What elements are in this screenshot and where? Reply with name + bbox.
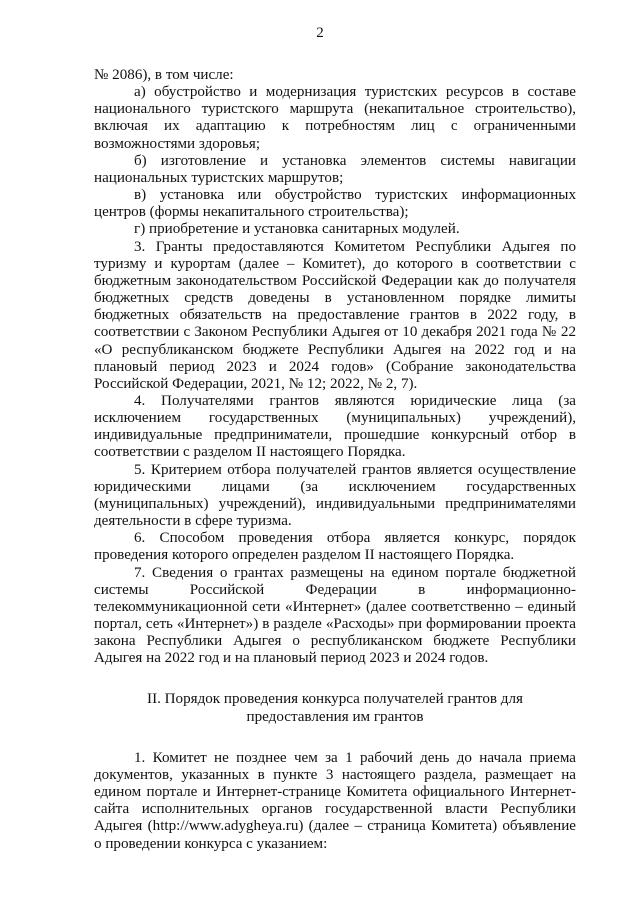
document-body [94, 67, 576, 853]
paragraph: в) установка или обустройство туристских информационных центров (формы некапитального строительства); [94, 187, 576, 221]
paragraph: а) обустройство и модернизация туристских ресурсов в составе национального туристского маршрута (некапитальное строительство), включая их адаптацию к потребностям лиц с ограниченными возможностями здоровья; [94, 84, 576, 152]
paragraph: б) изготовление и установка элементов системы навигации национальных туристских маршрутов; [94, 152, 576, 186]
section-heading: II. Порядок проведения конкурса получателей грантов для предоставления им грантов [147, 691, 523, 725]
page-number: 2 [316, 25, 324, 41]
paragraph: 7. Сведения о грантах размещены на едином портале бюджетной системы Российской Федерации в информационно-телекоммуникационной сети «Интернет» (далее соответственно – единый портал, сеть «Интернет») в разделе «Расходы» при формировании проекта закона Республики Адыгея о республиканском бюджете Республики Адыгея на 2022 год и на плановый период 2023 и 2024 годов. [94, 564, 576, 667]
paragraph: № 2086), в том числе: [94, 67, 234, 83]
paragraph: г) приобретение и установка санитарных модулей. [134, 221, 460, 238]
paragraph: 1. Комитет не позднее чем за 1 рабочий день до начала приема документов, указанных в пункте 3 настоящего раздела, размещает на едином портале и Интернет-странице Комитета официального Интернет-сайта исполнительных органов государственной власти Республики Адыгея (http://www.adygheya.ru) (далее – страница Комитета) объявление о проведении конкурса с указанием: [94, 749, 576, 852]
paragraph: 6. Способом проведения отбора является конкурс, порядок проведения которого определен разделом II настоящего Порядка. [94, 530, 576, 564]
paragraph: 3. Гранты предоставляются Комитетом Республики Адыгея по туризму и курортам (далее – Комитет), до которого в соответствии с бюджетным законодательством Российской Федерации как до получателя бюджетных средств доведены в установленном порядке лимиты бюджетных обязательств на предоставление грантов в 2022 году, в соответствии с Законом Республики Адыгея от 10 декабря 2021 года № 22 «О республиканском бюджете Республики Адыгея на 2022 год и на плановый период 2023 и 2024 годов» (Собрание законодательства Российской Федерации, 2021, № 12; 2022, № 2, 7). [94, 238, 576, 392]
paragraph: 5. Критерием отбора получателей грантов является осуществление юридическими лицами (за исключением государственных (муниципальных) учреждений), индивидуальными предпринимателями деятельности в сфере туризма. [94, 461, 576, 530]
paragraph: 4. Получателями грантов являются юридические лица (за исключением государственных (муниципальных) учреждений), индивидуальные предприниматели, прошедшие конкурсный отбор в соответствии с разделом II настоящего Порядка. [94, 392, 576, 461]
